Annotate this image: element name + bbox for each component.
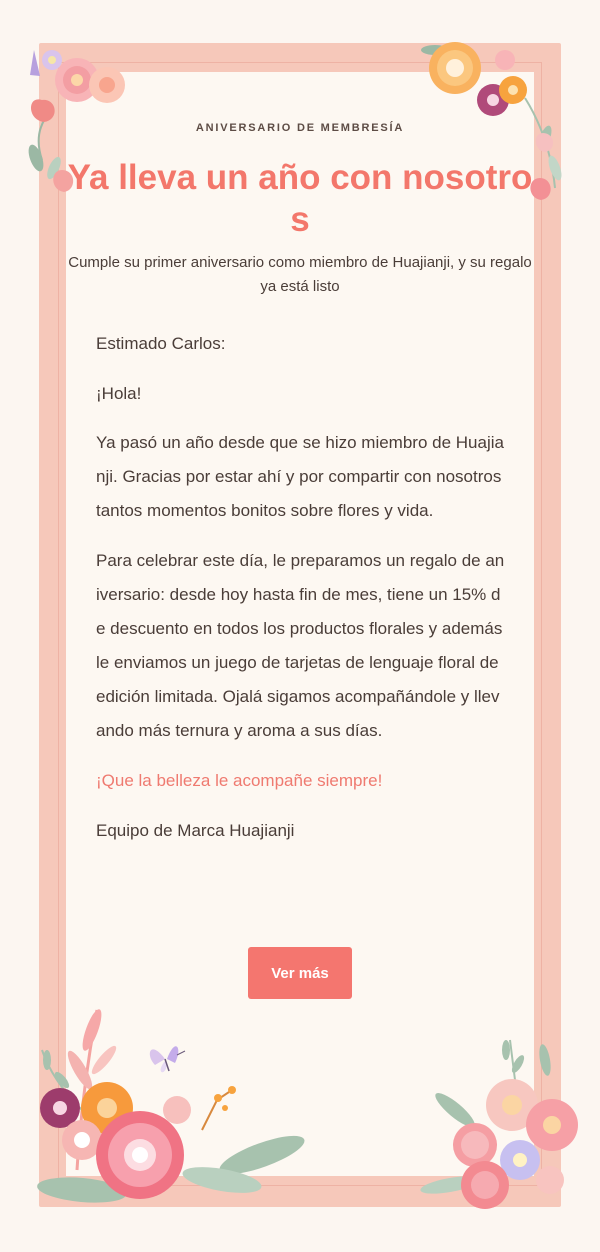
- signature: Equipo de Marca Huajianji: [96, 821, 295, 840]
- letter-body: [96, 327, 506, 864]
- paragraph-thanks: Ya pasó un año desde que se hizo miembro de Huajianji. Gracias por estar ahí y por compartir con nosotros tantos momentos bonitos sobre flores y vida.: [96, 433, 504, 520]
- paragraph-gift: Para celebrar este día, le preparamos un regalo de aniversario: desde hoy hasta fin de mes, tiene un 15% de descuento en todos los productos florales y además le enviamos un juego de tarjetas de lenguaje floral de edición limitada. Ojalá sigamos acompañándole y llevando más ternura y aroma a sus días.: [96, 551, 505, 740]
- flower-cluster-bottom-left-icon: [22, 990, 312, 1205]
- subtitle: Cumple su primer aniversario como miembro de Huajianji, y su regalo ya está listo: [68, 254, 532, 295]
- eyebrow-label: ANIVERSARIO DE MEMBRESÍA: [195, 122, 405, 134]
- salutation: Estimado Carlos:: [96, 334, 226, 353]
- butterfly-icon: [145, 1037, 190, 1079]
- see-more-button[interactable]: Ver más: [248, 947, 352, 999]
- flower-cluster-bottom-right-icon: [420, 1040, 580, 1210]
- page-title: Ya lleva un año con nosotros: [67, 158, 533, 239]
- closing-wish: ¡Que la belleza le acompañe siempre!: [96, 771, 383, 790]
- greeting: ¡Hola!: [96, 384, 142, 403]
